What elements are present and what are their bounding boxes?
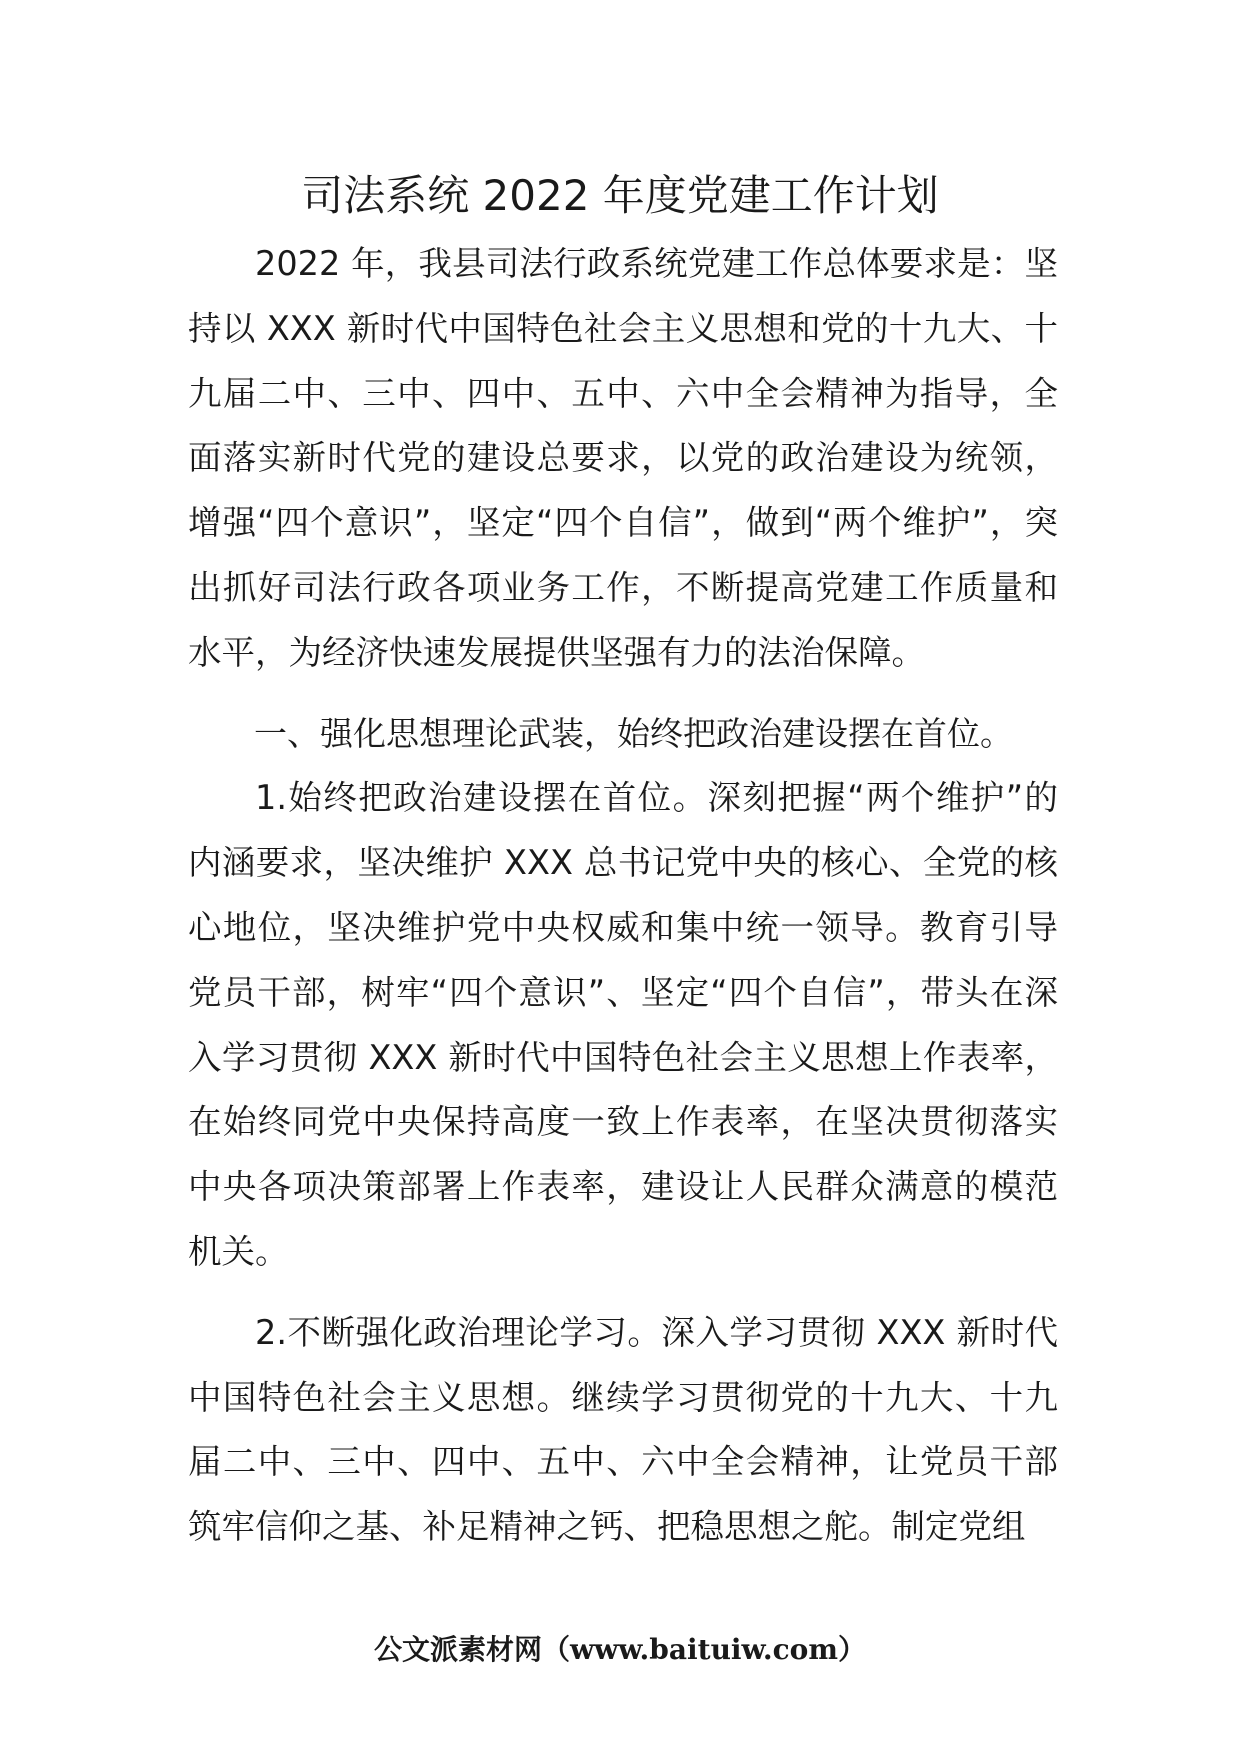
section-heading-1: 一、强化思想理论武装，始终把政治建设摆在首位。: [254, 713, 1013, 753]
paragraph-gap: [188, 1285, 1058, 1301]
item-paragraph-1: 1.始终把政治建设摆在首位。深刻把握“两个维护”的内涵要求，坚决维护 XXX 总书记党中央的核心、全党的核心地位，坚决维护党中央权威和集中统一领导。教育引导党员干部，树牢“四个意识”、坚定“四个自信”，带头在深入学习贯彻 XXX 新时代中国特色社会主义思想上作表率，在始终同党中央保持高度一致上作表率，在坚决贯彻落实中央各项决策部署上作表率，建设让人民群众满意的模范机关。: [188, 778, 1058, 1271]
document-body: [188, 232, 1058, 1560]
paragraph-gap: [188, 686, 1058, 702]
footer-watermark: 公文派素材网（www.baituiw.com）: [374, 1633, 866, 1666]
document-title: 司法系统 2022 年度党建工作计划: [301, 171, 939, 220]
item-paragraph-2: 2.不断强化政治理论学习。深入学习贯彻 XXX 新时代中国特色社会主义思想。继续学习贯彻党的十九大、十九届二中、三中、四中、五中、六中全会精神，让党员干部筑牢信仰之基、补足精神之钙、把稳思想之舵。制定党组: [188, 1312, 1058, 1547]
intro-paragraph: 2022 年，我县司法行政系统党建工作总体要求是：坚持以 XXX 新时代中国特色社会主义思想和党的十九大、十九届二中、三中、四中、五中、六中全会精神为指导，全面落实新时代党的建设总要求，以党的政治建设为统领，增强“四个意识”，坚定“四个自信”，做到“两个维护”，突出抓好司法行政各项业务工作，不断提高党建工作质量和水平，为经济快速发展提供坚强有力的法治保障。: [188, 244, 1058, 672]
